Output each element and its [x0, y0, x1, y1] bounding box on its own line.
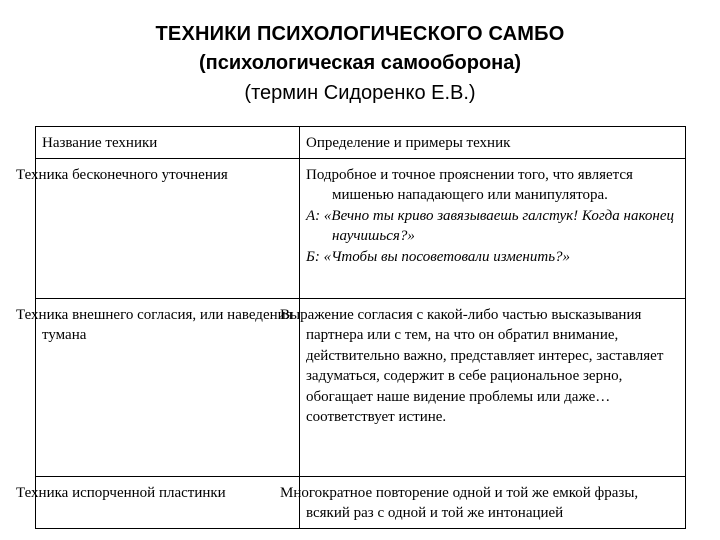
table-row [36, 158, 686, 298]
term-author-note: (термин Сидоренко Е.В.) [244, 82, 476, 104]
techniques-table [16, 126, 686, 529]
technique-definition-cell: Выражение согласия с какой-либо частью высказывания партнера или с тем, на что он обратил внимание, действительно важно, представляет интерес, заставляет задуматься, содержит в себе рациональное зерно, обогащает наше видение проблемы или даже…соответствует истине. [300, 298, 686, 476]
technique-definition-cell [300, 158, 686, 298]
technique-name-cell: Техника внешнего согласия, или наведения тумана [36, 298, 300, 476]
page-subtitle: (психологическая самооборона) [198, 52, 522, 74]
page-title: ТЕХНИКИ ПСИХОЛОГИЧЕСКОГО САМБО [155, 23, 565, 45]
table-header-row [36, 127, 686, 159]
example-line-b: Б: «Чтобы вы посоветовали изменить?» [306, 248, 571, 265]
technique-name-cell: Техника бесконечного уточнения [36, 158, 300, 298]
example-line-a: А: «Вечно ты криво завязываешь галстук! Когда наконец научишься?» [306, 207, 674, 244]
table-row [36, 298, 686, 476]
page-header [0, 20, 720, 108]
column-header-definition: Определение и примеры техник [300, 127, 686, 159]
table-row [36, 476, 686, 528]
technique-definition-cell: Многократное повторение одной и той же емкой фразы, всякий раз с одной и той же интонацией [300, 476, 686, 528]
technique-definition-text: Подробное и точное прояснении того, что является мишенью нападающего или манипулятора. [306, 166, 633, 203]
column-header-name: Название техники [36, 127, 300, 159]
technique-name-cell: Техника испорченной пластинки [36, 476, 300, 528]
